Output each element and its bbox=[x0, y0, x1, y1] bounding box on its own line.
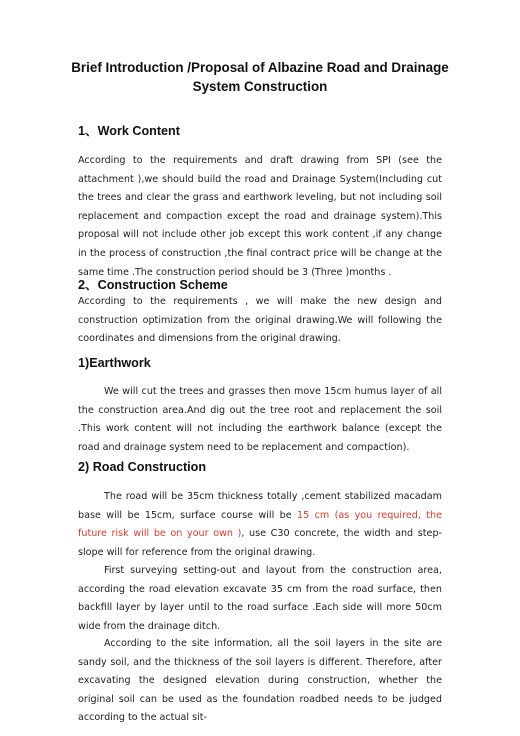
paragraph-construction-scheme: According to the requirements , we will make the new design and construction optimization from the original drawing.We will following the coordinates and dimensions from the original drawing. bbox=[78, 296, 442, 345]
paragraph-road-construction-2: First surveying setting-out and layout from the construction area, according the road elevation excavate 35 cm from the road surface, then backfill layer by layer until to the road surface .Each side will more 50cm wide from the drainage ditch. bbox=[78, 565, 442, 632]
paragraph-road-construction-1 bbox=[78, 488, 442, 562]
road-text-after: , use C30 concrete, the width and step-slope will for reference from the original drawing. bbox=[78, 528, 442, 558]
heading-road-construction: 2) Road Construction bbox=[78, 460, 207, 474]
heading-work-content: 1、Work Content bbox=[78, 124, 180, 138]
heading-earthwork: 1)Earthwork bbox=[78, 356, 151, 370]
heading-construction-scheme: 2、Construction Scheme bbox=[78, 278, 228, 292]
paragraph-road-construction-3: According to the site information, all the soil layers in the site are sandy soil, and the thickness of the soil layers is different. Therefore, after excavating the designed elevation during construction, whether the original soil can be used as the foundation roadbed needs to be judged according to the actual sit- bbox=[78, 638, 442, 724]
road-text-before: The road will be 35cm thickness totally ,cement stabilized macadam base will be 15cm, surface course will be bbox=[78, 491, 442, 521]
road-text-red-highlight: 15 cm (as you required, the future risk will be on your own ) bbox=[78, 509, 442, 540]
paragraph-work-content: According to the requirements and draft drawing from SPI (see the attachment ),we should build the road and Drainage System(Including cut the trees and clear the grass and earthwork leveling, but not including soil replacement and compaction except the road and drainage system).This proposal will not include other job except this work content ,if any change in the process of construction ,the final contract price will be change at the same time .The construction period should be 3 (Three )months . bbox=[78, 155, 442, 278]
paragraph-earthwork: We will cut the trees and grasses then move 15cm humus layer of all the construction area.And dig out the tree root and replacement the soil .This work content will not including the earthwork balance (except the road and drainage system need to be replacement and compaction). bbox=[78, 386, 442, 453]
document-title: Brief Introduction /Proposal of Albazine Road and Drainage System Construction bbox=[71, 60, 449, 94]
